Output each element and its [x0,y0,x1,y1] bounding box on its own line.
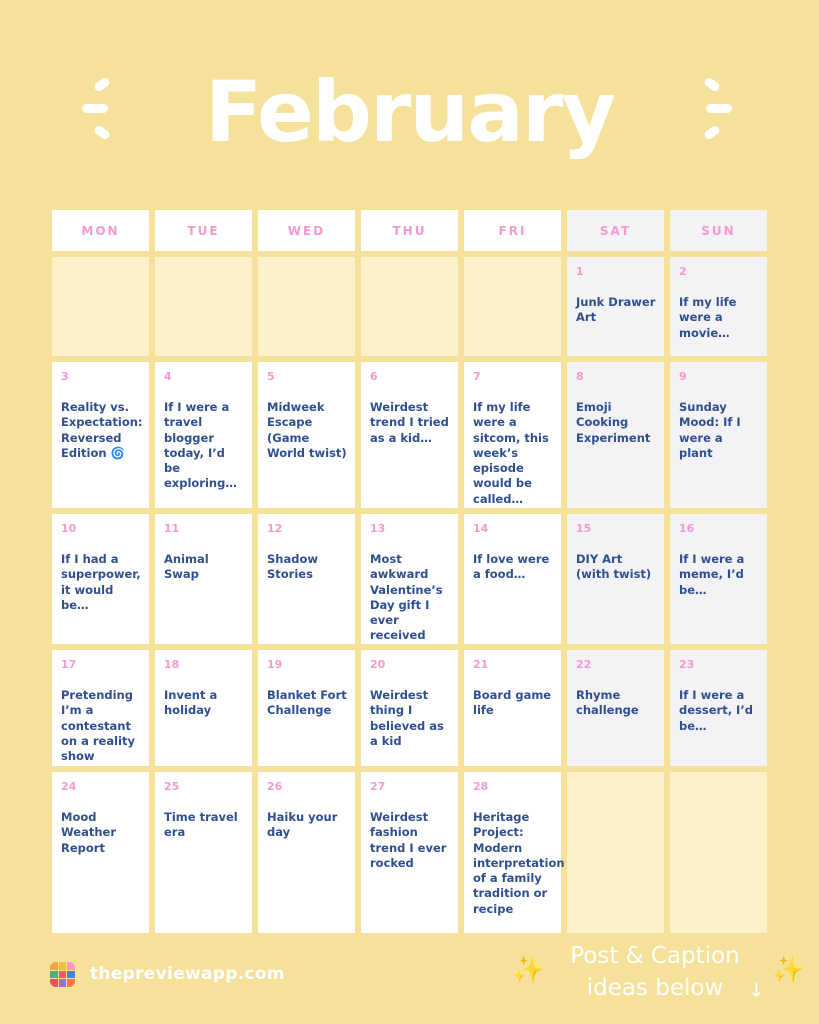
sparkle-icon-left: ✨ [512,955,545,985]
day-prompt: If I were a dessert, I’d be… [679,688,753,733]
weekday-header-sun: SUN [670,210,767,251]
weekday-header-mon: MON [52,210,149,251]
day-cell [464,650,561,766]
app-logo-icon [50,962,75,987]
day-number: 8 [576,370,584,383]
day-prompt: Mood Weather Report [61,810,116,855]
caption-line-1: Post & Caption [570,943,740,969]
day-number: 15 [576,522,592,535]
day-number: 5 [267,370,275,383]
day-number: 23 [679,658,695,671]
empty-day-cell [155,257,252,356]
empty-day-cell [567,772,664,933]
day-cell [258,650,355,766]
day-cell [52,650,149,766]
day-number: 19 [267,658,283,671]
empty-day-cell [670,772,767,933]
weekday-header-sat: SAT [567,210,664,251]
day-prompt: Invent a holiday [164,688,218,718]
day-cell [567,257,664,356]
caption-note [555,940,755,1004]
day-prompt: Junk Drawer Art [576,295,656,325]
empty-day-cell [258,257,355,356]
day-number: 28 [473,780,489,793]
day-number: 21 [473,658,489,671]
day-cell [464,514,561,644]
day-cell [258,362,355,508]
empty-day-cell [52,257,149,356]
day-number: 20 [370,658,386,671]
day-number: 22 [576,658,592,671]
day-number: 10 [61,522,77,535]
day-cell [155,772,252,933]
day-cell [464,772,565,933]
day-number: 27 [370,780,386,793]
day-cell [670,650,767,766]
day-number: 12 [267,522,283,535]
day-number: 25 [164,780,180,793]
weekday-header-thu: THU [361,210,458,251]
day-cell [670,257,767,356]
day-cell [670,362,767,508]
day-prompt: Shadow Stories [267,552,318,582]
day-prompt: Animal Swap [164,552,209,582]
day-prompt: If I had a superpower, it would be… [61,552,141,612]
day-number: 26 [267,780,283,793]
day-number: 3 [61,370,69,383]
day-cell [155,362,252,508]
day-prompt: Weirdest fashion trend I ever rocked [370,810,447,870]
day-prompt: If love were a food… [473,552,550,582]
day-number: 7 [473,370,481,383]
day-prompt: Haiku your day [267,810,338,840]
day-cell [258,514,355,644]
day-number: 17 [61,658,77,671]
empty-day-cell [361,257,458,356]
arrow-down-icon: ↓ [748,978,765,1002]
day-prompt: Sunday Mood: If I were a plant [679,400,741,460]
day-number: 1 [576,265,584,278]
day-prompt: Heritage Project: Modern interpretation of a family tradition or recipe [473,810,565,916]
day-cell [361,362,458,508]
day-cell [361,772,458,933]
day-prompt: Blanket Fort Challenge [267,688,347,718]
day-prompt: Pretending I’m a contestant on a reality show [61,688,135,764]
day-cell [361,650,458,766]
day-cell [155,514,252,644]
day-cell [567,362,664,508]
day-prompt: If I were a meme, I’d be… [679,552,745,597]
day-cell [464,362,561,508]
day-number: 2 [679,265,687,278]
day-prompt: Rhyme challenge [576,688,639,718]
footer-url[interactable]: thepreviewapp.com [90,964,285,984]
day-prompt: If my life were a movie… [679,295,737,340]
day-cell [670,514,767,644]
day-cell [52,772,149,933]
empty-day-cell [464,257,561,356]
caption-line-2: ideas below [586,975,724,1001]
day-number: 14 [473,522,489,535]
day-prompt: Weirdest trend I tried as a kid… [370,400,449,445]
day-number: 16 [679,522,695,535]
day-cell [52,514,149,644]
day-prompt: Time travel era [164,810,238,840]
day-cell [567,514,664,644]
day-cell [361,514,458,644]
sparkle-icon-right: ✨ [772,955,805,985]
day-prompt: Most awkward Valentine’s Day gift I ever received [370,552,443,643]
day-number: 4 [164,370,172,383]
weekday-header-wed: WED [258,210,355,251]
page-title: February [204,63,615,161]
day-number: 11 [164,522,180,535]
day-prompt: Board game life [473,688,552,718]
weekday-header-tue: TUE [155,210,252,251]
weekday-header-row [52,210,767,251]
day-prompt: If my life were a sitcom, this week’s episode would be called… [473,400,549,506]
day-cell [258,772,355,933]
day-number: 6 [370,370,378,383]
day-number: 24 [61,780,77,793]
day-prompt: Reality vs. Expectation: Reversed Edition 🌀 [61,400,143,460]
day-prompt: Weirdest thing I believed as a kid [370,688,444,748]
day-cell [567,650,664,766]
day-cell [52,362,149,508]
day-number: 18 [164,658,180,671]
day-prompt: Emoji Cooking Experiment [576,400,651,445]
day-number: 9 [679,370,687,383]
weekday-header-fri: FRI [464,210,561,251]
day-prompt: DIY Art (with twist) [576,552,652,582]
calendar-grid [52,257,767,933]
day-prompt: If I were a travel blogger today, I’d be exploring… [164,400,237,491]
day-number: 13 [370,522,386,535]
day-cell [155,650,252,766]
calendar [52,210,767,933]
day-prompt: Midweek Escape (Game World twist) [267,400,347,460]
